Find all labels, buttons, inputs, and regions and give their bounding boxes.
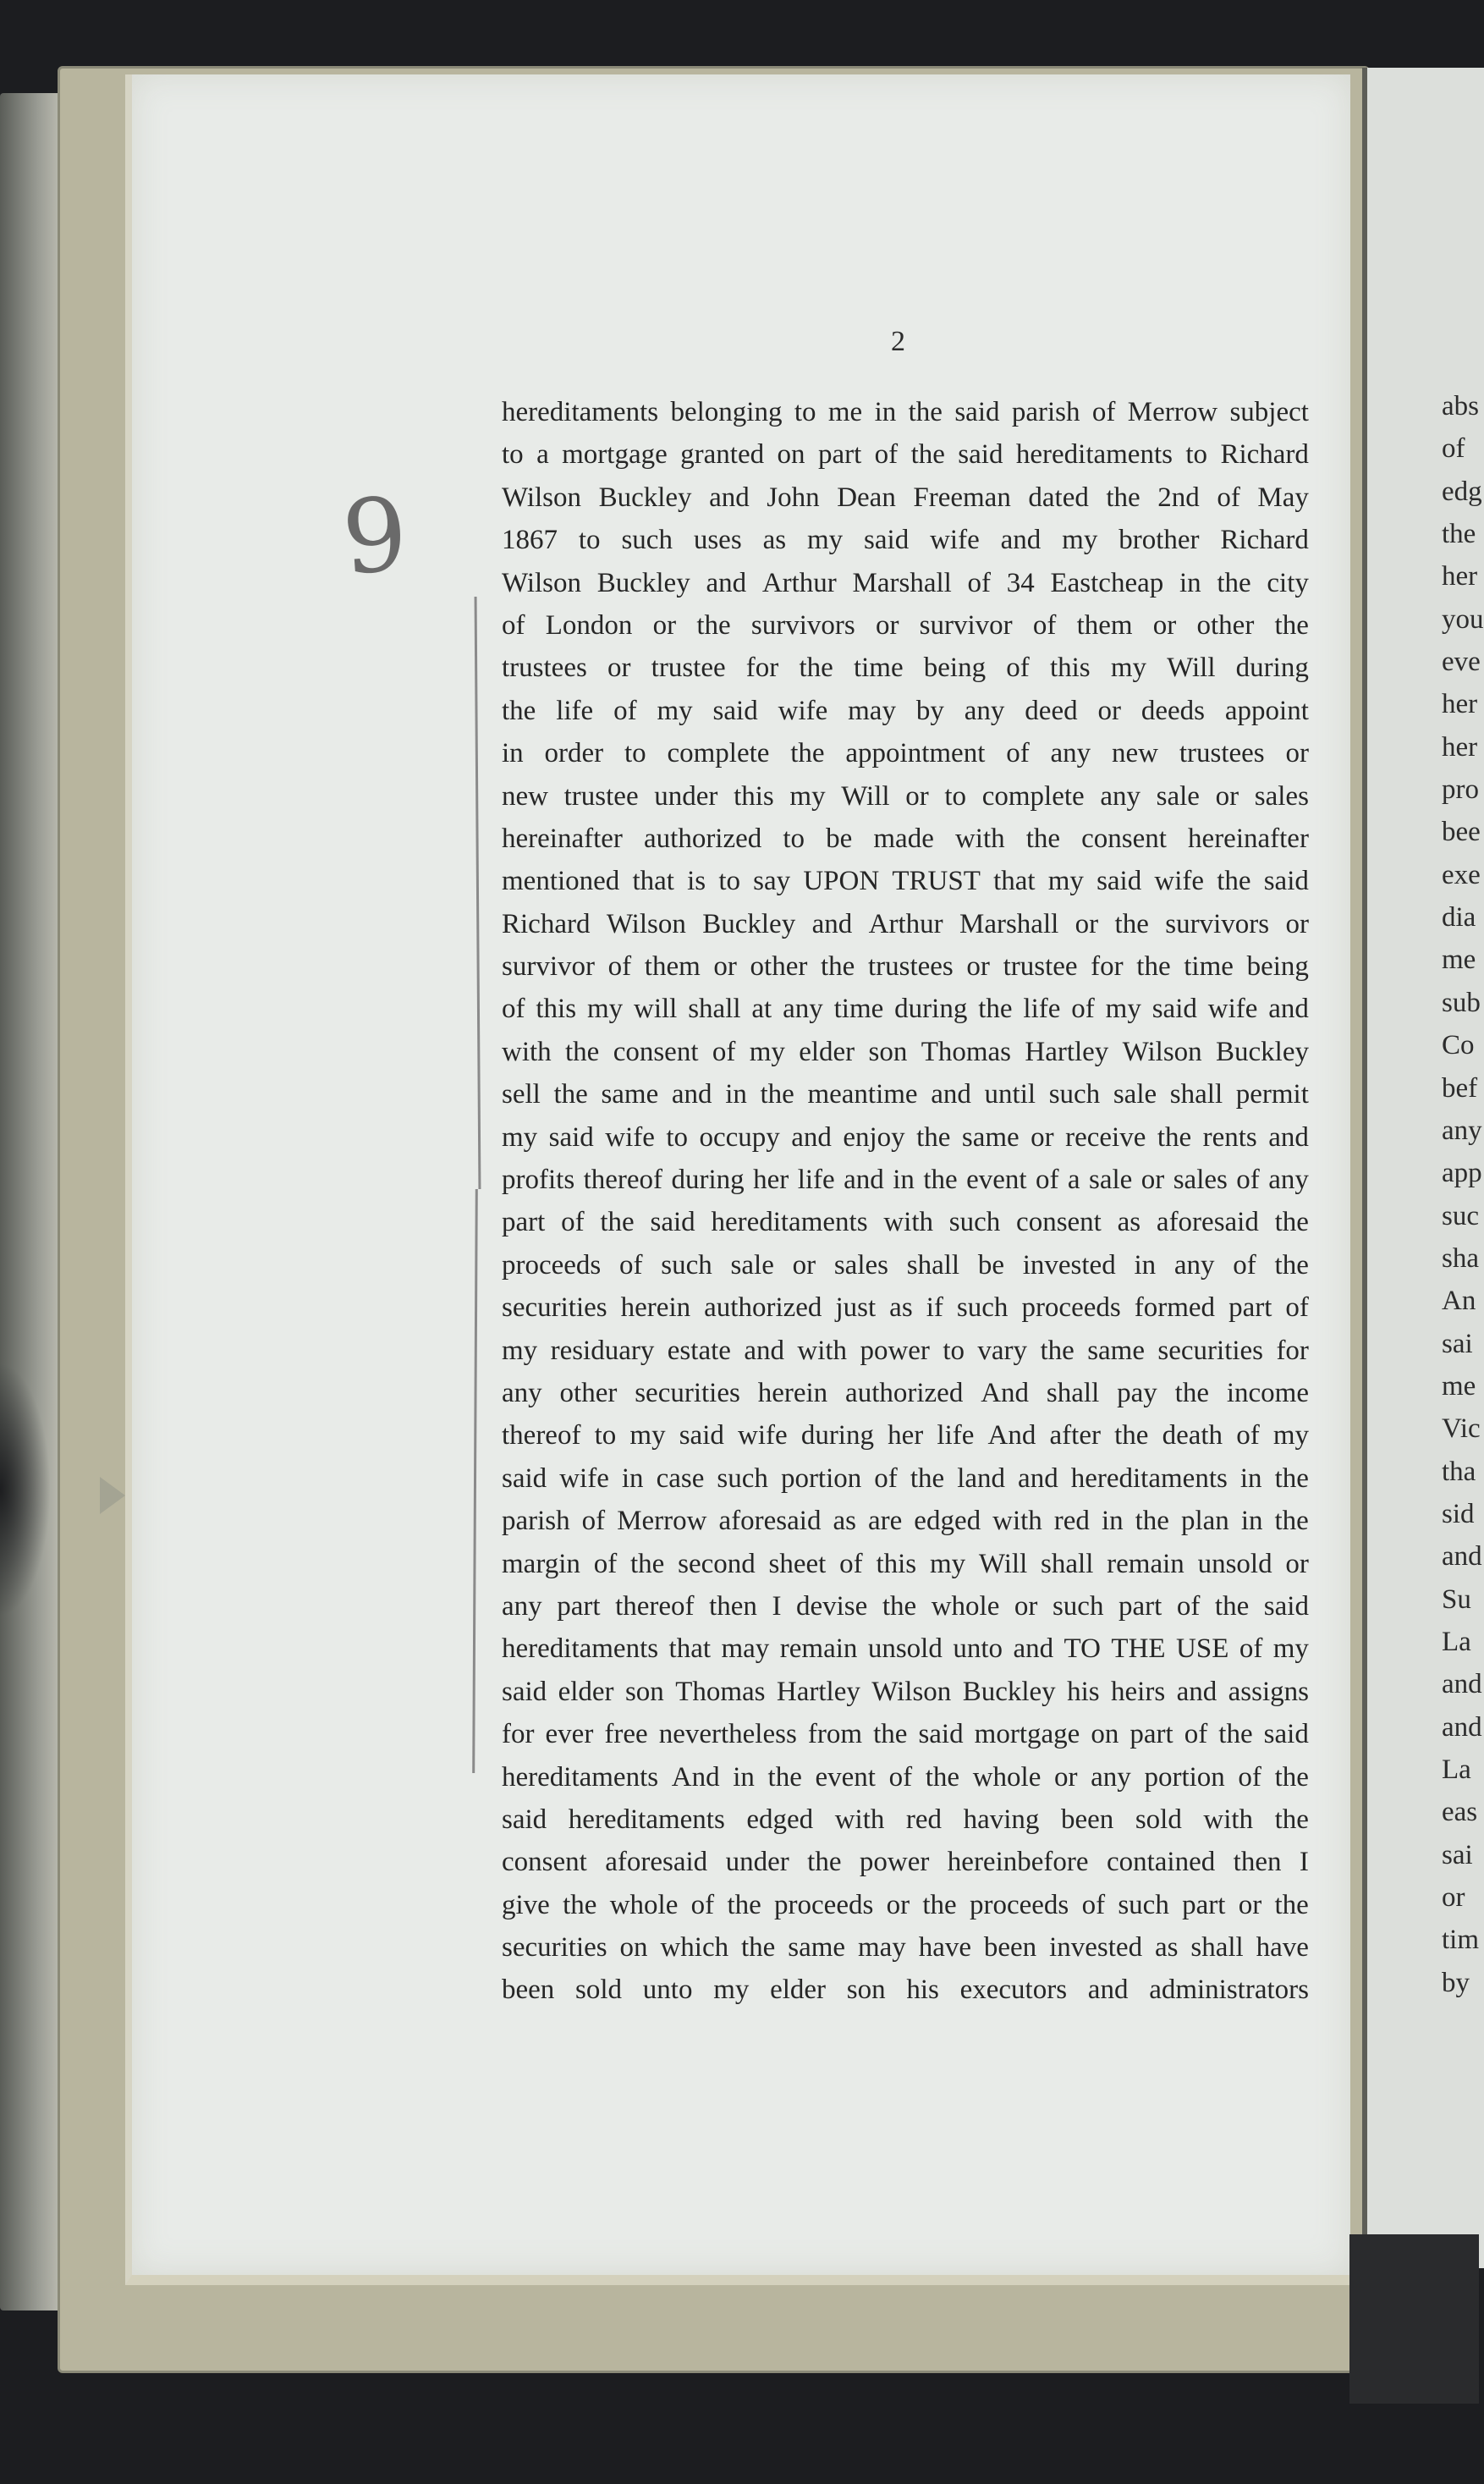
facing-line-fragment: and [1442,1541,1482,1572]
facing-line-fragment: sub [1442,987,1481,1018]
text-line: been sold unto my elder son his executors and administrators [502,1975,1309,2006]
text-line: securities herein authorized just as if such proceeds formed part of [502,1292,1309,1324]
facing-line-fragment: me [1442,1370,1476,1402]
text-line: proceeds of such sale or sales shall be invested in any of the [502,1249,1309,1281]
facing-line-fragment: her [1442,561,1478,592]
facing-line-fragment: me [1442,945,1476,976]
text-line: any other securities herein authorized And shall pay the income [502,1377,1309,1408]
facing-line-fragment: edg [1442,476,1482,507]
text-line: said hereditaments edged with red having been sold with the [502,1804,1309,1835]
facing-line-fragment: bef [1442,1072,1478,1104]
facing-line-fragment: app [1442,1158,1482,1189]
facing-line-fragment: suc [1442,1200,1479,1231]
facing-line-fragment: the [1442,519,1476,550]
facing-line-fragment: eas [1442,1797,1478,1828]
text-line: thereof to my said wife during her life And after the death of my [502,1420,1309,1451]
facing-line-fragment: eve [1442,647,1481,678]
facing-line-fragment: her [1442,731,1478,763]
facing-line-fragment: La [1442,1626,1471,1657]
facing-line-fragment: Vic [1442,1413,1481,1445]
facing-line-fragment: sai [1442,1328,1473,1359]
facing-line-fragment: Co [1442,1030,1475,1061]
text-line: hereinafter authorized to be made with the consent hereinafter [502,823,1309,854]
text-line: mentioned that is to say UPON TRUST that my said wife the said [502,866,1309,897]
facing-line-fragment: her [1442,689,1478,720]
facing-line-fragment: La [1442,1754,1471,1785]
facing-line-fragment: sai [1442,1839,1473,1870]
text-line: my said wife to occupy and enjoy the same or receive the rents and [502,1121,1309,1153]
text-line: securities on which the same may have been invested as shall have [502,1932,1309,1964]
facing-line-fragment: An [1442,1286,1476,1317]
text-line: Wilson Buckley and John Dean Freeman dated the 2nd of May [502,482,1309,513]
text-line: new trustee under this my Will or to complete any sale or sales [502,780,1309,812]
text-line: the life of my said wife may by any deed or deeds appoint [502,695,1309,726]
facing-line-fragment: tim [1442,1925,1480,1956]
text-line: survivor of them or other the trustees or trustee for the time being [502,951,1309,983]
text-line: my residuary estate and with power to vary the same securities for [502,1335,1309,1366]
text-line: give the whole of the proceeds or the proceeds of such part or the [502,1889,1309,1920]
page-number: 2 [891,326,905,357]
binding-corner [1349,2234,1479,2404]
facing-line-fragment: pro [1442,774,1479,806]
facing-page-text [1367,68,1484,2268]
text-line: hereditaments belonging to me in the said parish of Merrow subject [502,397,1309,427]
text-line: profits thereof during her life and in the event of a sale or sales of any [502,1165,1309,1196]
will-text-body [502,391,1309,2012]
text-line: in order to complete the appointment of any new trustees or [502,738,1309,769]
text-line: said wife in case such portion of the land and hereditaments in the [502,1462,1309,1494]
facing-line-fragment: Su [1442,1583,1471,1615]
text-line: hereditaments that may remain unsold unto and TO THE USE of my [502,1633,1309,1665]
text-line: trustees or trustee for the time being of this my Will during [502,653,1309,684]
facing-line-fragment: dia [1442,902,1476,934]
facing-line-fragment: any [1442,1115,1482,1146]
text-line: any part thereof then I devise the whole or such part of the said [502,1590,1309,1622]
text-line: said elder son Thomas Hartley Wilson Buckley his heirs and assigns [502,1676,1309,1707]
text-line: margin of the second sheet of this my Will shall remain unsold or [502,1548,1309,1579]
text-line: hereditaments And in the event of the whole or any portion of the [502,1761,1309,1793]
text-line: part of the said hereditaments with such consent as aforesaid the [502,1207,1309,1238]
facing-line-fragment: exe [1442,859,1481,890]
facing-line-fragment: bee [1442,817,1481,848]
pencil-margin-mark: 9 [338,476,412,598]
left-page-edge [0,93,63,2311]
facing-line-fragment: sid [1442,1498,1475,1529]
facing-line-fragment: abs [1442,391,1479,421]
facing-line-fragment: and [1442,1669,1482,1700]
facing-line-fragment: by [1442,1967,1470,1998]
text-line: of London or the survivors or survivor of them or other the [502,609,1309,641]
margin-notch [100,1477,125,1514]
facing-line-fragment: or [1442,1882,1465,1914]
text-line: to a mortgage granted on part of the said hereditaments to Richard [502,439,1309,471]
text-line: Wilson Buckley and Arthur Marshall of 34 Eastcheap in the city [502,567,1309,598]
text-line: consent aforesaid under the power hereinbefore contained then I [502,1847,1309,1878]
facing-line-fragment: sha [1442,1242,1479,1274]
facing-page [1362,68,1484,2268]
text-line: with the consent of my elder son Thomas Hartley Wilson Buckley [502,1036,1309,1067]
facing-line-fragment: tha [1442,1456,1476,1487]
text-line: sell the same and in the meantime and until such sale shall permit [502,1079,1309,1110]
text-line: for ever free nevertheless from the said mortgage on part of the said [502,1719,1309,1750]
text-line: parish of Merrow aforesaid as are edged with red in the plan in the [502,1506,1309,1537]
binding-shadow [0,1363,51,1617]
facing-line-fragment: and [1442,1711,1482,1743]
text-line: of this my will shall at any time during the life of my said wife and [502,994,1309,1025]
facing-line-fragment: you [1442,603,1484,635]
facing-line-fragment: of [1442,433,1465,465]
text-line: Richard Wilson Buckley and Arthur Marshall or the survivors or [502,908,1309,939]
text-line: 1867 to such uses as my said wife and my brother Richard [502,525,1309,556]
